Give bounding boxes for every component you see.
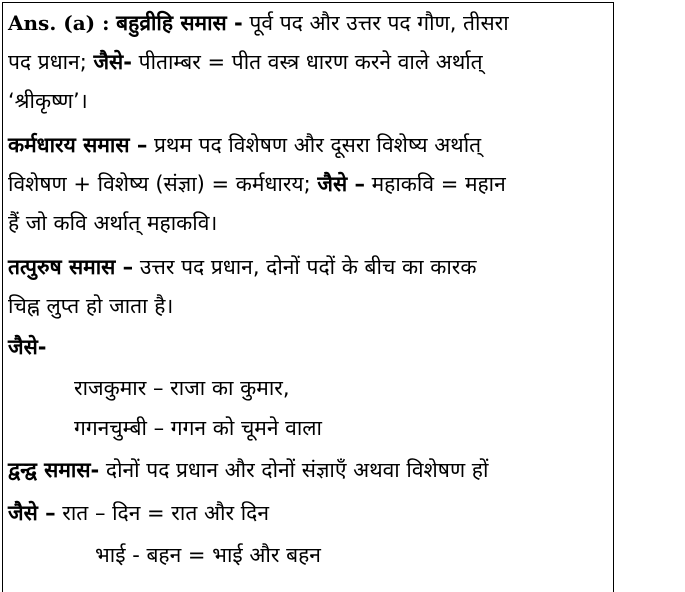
p3-example2 <box>74 414 322 442</box>
p1-text3: ‘श्रीकृष्ण’। <box>8 89 88 113</box>
p1-line1 <box>8 9 509 37</box>
p2-text1: प्रथम पद विशेषण और दूसरा विशेष्य अर्थात् <box>147 133 482 157</box>
example-label: जैसे – <box>317 172 365 196</box>
p3-text2: चिह्न लुप्त हो जाता है। <box>8 294 174 318</box>
p4-line1 <box>8 456 488 484</box>
p3-line1 <box>8 253 477 281</box>
example-label: जैसे- <box>93 50 132 74</box>
p2-line3 <box>8 209 217 237</box>
p4-ex2: भाई - बहन = भाई और बहन <box>95 543 321 567</box>
p4-ex1: रात – दिन = रात और दिन <box>55 501 269 525</box>
p3-ex2: गगनचुम्बी – गगन को चूमने वाला <box>74 416 322 440</box>
p1-line2 <box>8 48 483 76</box>
p4-example2 <box>95 541 321 569</box>
example-label: जैसे- <box>8 335 47 359</box>
p3-ex1: राजकुमार – राजा का कुमार, <box>74 376 290 400</box>
p4-text1: दोनों पद प्रधान और दोनों संज्ञाएँ अथवा विशेषण हों <box>99 458 489 482</box>
answer-label: Ans. (a) : <box>8 11 110 35</box>
p2-line1 <box>8 131 481 159</box>
term-karmadharaya: कर्मधारय समास – <box>8 133 148 157</box>
p4-line2 <box>8 499 269 527</box>
p3-example1 <box>74 374 290 402</box>
p2-text2a: विशेषण + विशेष्य (संज्ञा) = कर्मधारय; <box>8 172 318 196</box>
p1-line3 <box>8 87 88 115</box>
p3-text1: उत्तर पद प्रधान, दोनों पदों के बीच का कारक <box>133 255 477 279</box>
p3-line2 <box>8 292 173 320</box>
term-dvandva: द्वन्द्व समास- <box>8 458 100 482</box>
p1-text1: पूर्व पद और उत्तर पद गौण, तीसरा <box>242 11 509 35</box>
example-label: जैसे – <box>8 501 56 525</box>
term-bahuvrihi: बहुव्रीहि समास - <box>116 11 243 35</box>
p2-line2 <box>8 170 506 198</box>
p3-line3 <box>8 333 47 361</box>
p2-text3: हैं जो कवि अर्थात् महाकवि। <box>8 211 218 235</box>
p1-text2a: पद प्रधान; <box>8 50 94 74</box>
p1-text2b: पीताम्बर = पीत वस्त्र धारण करने वाले अर्थात् <box>131 50 483 74</box>
term-tatpurush: तत्पुरुष समास – <box>8 255 134 279</box>
p2-text2b: महाकवि = महान <box>364 172 506 196</box>
